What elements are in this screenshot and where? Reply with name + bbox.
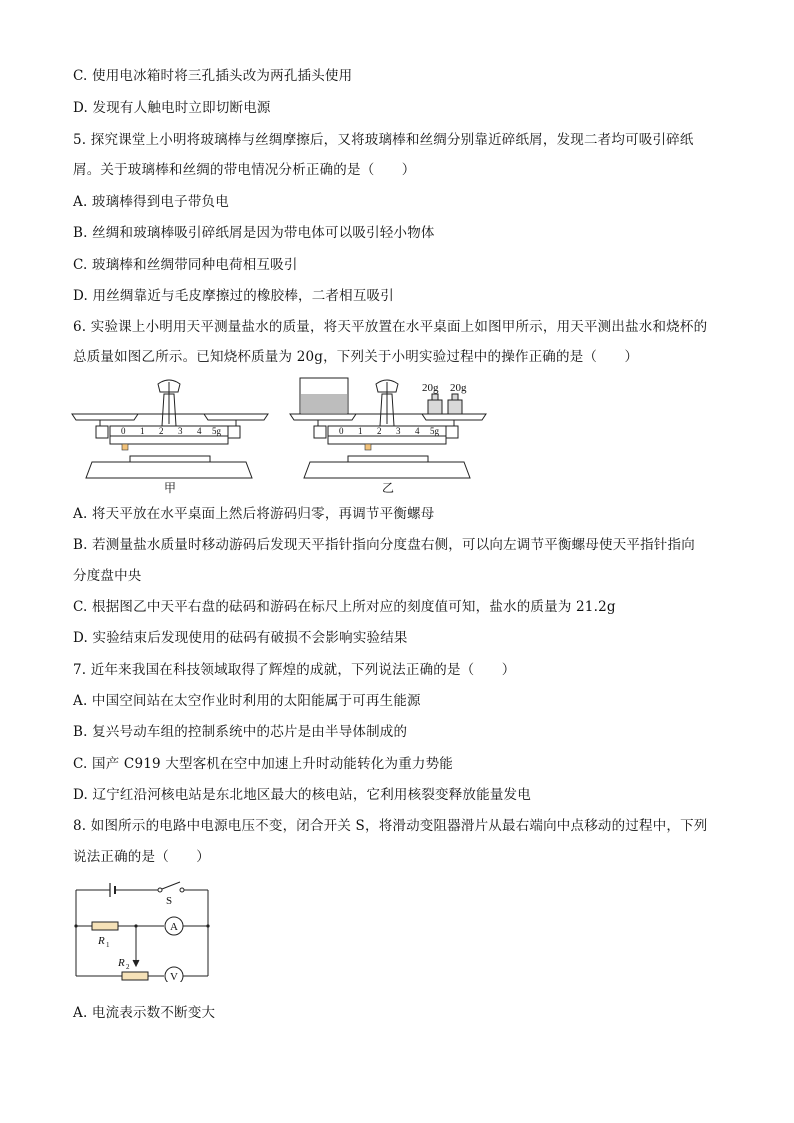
- weight-label-2: 20g: [450, 382, 467, 394]
- option-b-q7: B. 复兴号动车组的控制系统中的芯片是由半导体制成的: [73, 724, 408, 740]
- option-d-q6: D. 实验结束后发现使用的砝码有破损不会影响实验结果: [73, 630, 408, 646]
- tick-3: 3: [396, 426, 401, 436]
- tick-1: 1: [358, 426, 363, 436]
- voltmeter-label: V: [170, 971, 178, 982]
- tick-4: 4: [197, 426, 202, 436]
- switch-label: S: [166, 895, 173, 907]
- r1-subscript: 1: [106, 941, 110, 949]
- question-7-stem: 7. 近年来我国在科技领域取得了辉煌的成就，下列说法正确的是（ ）: [73, 662, 516, 678]
- option-c-q7: C. 国产 C919 大型客机在空中加速上升时动能转化为重力势能: [73, 756, 454, 772]
- r2-subscript: 2: [126, 963, 130, 971]
- option-a-q8: A. 电流表示数不断变大: [73, 1005, 216, 1021]
- r2-label: R: [118, 957, 125, 969]
- ammeter-label: A: [170, 921, 178, 933]
- caption-jia: 甲: [164, 481, 177, 495]
- r1-label: R: [98, 935, 105, 947]
- option-b-q6-line2: 分度盘中央: [73, 568, 142, 584]
- option-b-q5: B. 丝绸和玻璃棒吸引碎纸屑是因为带电体可以吸引轻小物体: [73, 225, 435, 241]
- balance-figure-yi: [288, 374, 488, 496]
- question-5-stem-line1: 5. 探究课堂上小明将玻璃棒与丝绸摩擦后，又将玻璃棒和丝绸分别靠近碎纸屑，发现二者均可吸引碎纸: [73, 132, 694, 148]
- option-a-q6: A. 将天平放在水平桌面上然后将游码归零，再调节平衡螺母: [73, 506, 435, 522]
- tick-5g: 5g: [212, 426, 221, 436]
- tick-2: 2: [159, 426, 164, 436]
- option-a-q7: A. 中国空间站在太空作业时利用的太阳能属于可再生能源: [73, 693, 421, 709]
- question-8-stem-line1: 8. 如图所示的电路中电源电压不变，闭合开关 S，将滑动变阻器滑片从最右端向中点移动的过程中，下列: [73, 818, 708, 834]
- option-c-q4: C. 使用电冰箱时将三孔插头改为两孔插头使用: [73, 68, 353, 84]
- question-8-stem-line2: 说法正确的是（ ）: [73, 849, 210, 865]
- tick-1: 1: [140, 426, 145, 436]
- tick-3: 3: [178, 426, 183, 436]
- tick-0: 0: [339, 426, 344, 436]
- tick-4: 4: [415, 426, 420, 436]
- option-d-q7: D. 辽宁红沿河核电站是东北地区最大的核电站，它利用核裂变释放能量发电: [73, 787, 531, 803]
- option-c-q6: C. 根据图乙中天平右盘的砝码和游码在标尺上所对应的刻度值可知，盐水的质量为 21.2g: [73, 599, 616, 615]
- question-6-stem-line2: 总质量如图乙所示。已知烧杯质量为 20g，下列关于小明实验过程中的操作正确的是（ ）: [73, 349, 639, 365]
- tick-0: 0: [121, 426, 126, 436]
- caption-yi: 乙: [382, 481, 395, 495]
- question-6-stem-line1: 6. 实验课上小明用天平测量盐水的质量，将天平放置在水平桌面上如图甲所示，用天平测出盐水和烧杯的: [73, 319, 708, 335]
- rider-yi: [365, 444, 371, 450]
- tick-5g: 5g: [430, 426, 439, 436]
- tick-2: 2: [377, 426, 382, 436]
- balance-figure-jia: [70, 374, 270, 496]
- question-5-stem-line2: 屑。关于玻璃棒和丝绸的带电情况分析正确的是（ ）: [73, 162, 416, 178]
- option-d-q5: D. 用丝绸靠近与毛皮摩擦过的橡胶棒，二者相互吸引: [73, 288, 394, 304]
- option-b-q6-line1: B. 若测量盐水质量时移动游码后发现天平指针指向分度盘右侧，可以向左调节平衡螺母使天平指针指向: [73, 537, 695, 553]
- option-c-q5: C. 玻璃棒和丝绸带同种电荷相互吸引: [73, 257, 298, 273]
- circuit-diagram: [70, 878, 215, 982]
- rider-jia: [122, 444, 128, 450]
- weight-label-1: 20g: [422, 382, 439, 394]
- option-a-q5: A. 玻璃棒得到电子带负电: [73, 194, 229, 210]
- option-d-q4: D. 发现有人触电时立即切断电源: [73, 100, 271, 116]
